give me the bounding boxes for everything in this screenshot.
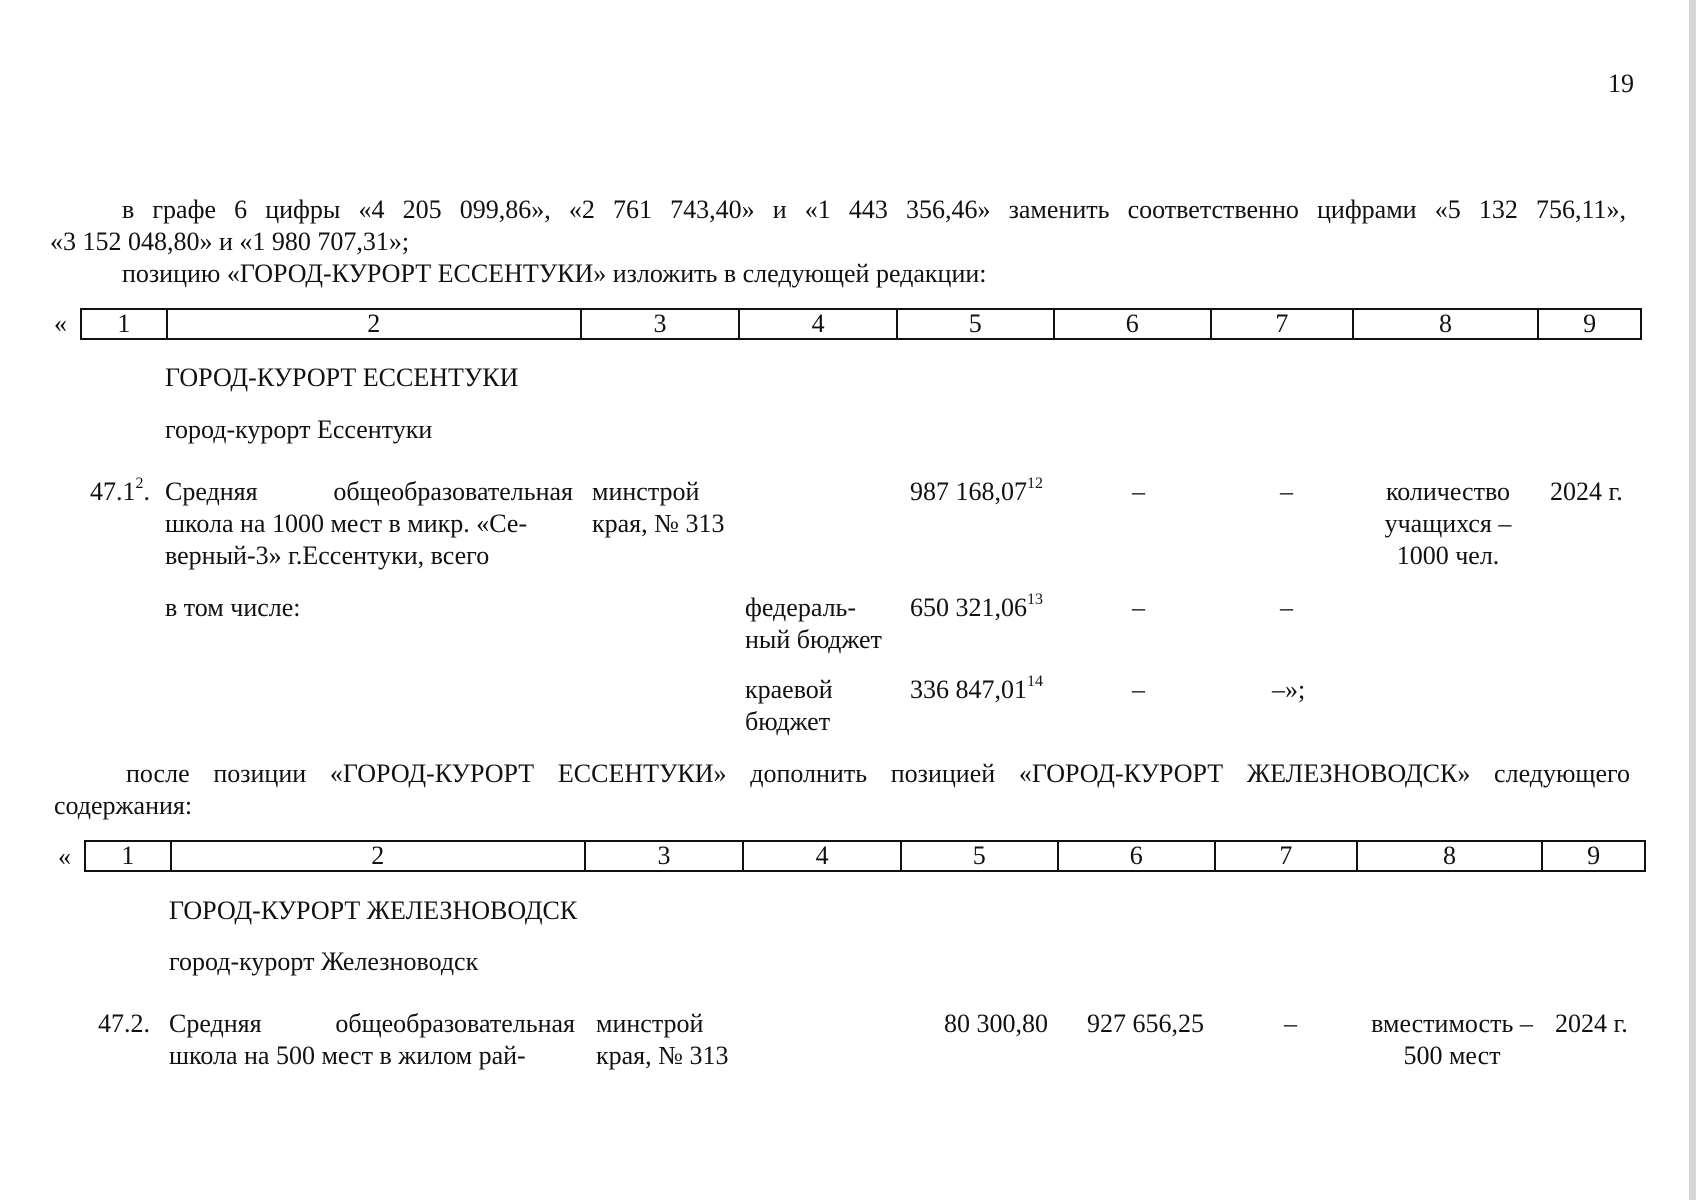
row2-basis-line-1: минстрой — [596, 1009, 704, 1038]
regional-amount: 336 847,01$^{14}$ — [910, 673, 1043, 704]
intro-line-2: «3 152 048,80» и «1 980 707,31»; — [50, 227, 410, 256]
federal-source-line-1: федераль- — [745, 593, 857, 622]
scan-edge — [1689, 0, 1696, 1200]
open-quote-1: « — [54, 309, 67, 338]
col-num-9: 9 — [1537, 310, 1640, 338]
col-num-2: 2 — [170, 842, 584, 870]
row-capacity-line-2: учащихся – — [1384, 509, 1512, 538]
row2-col7: – — [1284, 1009, 1297, 1038]
col-num-8: 8 — [1356, 842, 1542, 870]
row-number-47-1: 47.1$^2$. — [90, 475, 150, 506]
row2-year: 2024 г. — [1555, 1009, 1628, 1038]
essentuki-heading: ГОРОД-КУРОРТ ЕССЕНТУКИ — [165, 363, 519, 392]
row-number-47-2: 47.2. — [98, 1009, 150, 1038]
col-num-4: 4 — [742, 842, 900, 870]
including-label: в том числе: — [165, 593, 301, 622]
row2-capacity-line-2: 500 мест — [1403, 1041, 1501, 1070]
zheleznovodsk-heading: ГОРОД-КУРОРТ ЖЕЛЕЗНОВОДСК — [169, 896, 578, 925]
row-col6: – — [1132, 477, 1145, 506]
col-num-8: 8 — [1352, 310, 1538, 338]
col-num-7: 7 — [1214, 842, 1356, 870]
col-num-4: 4 — [738, 310, 896, 338]
regional-col7: –»; — [1272, 675, 1306, 704]
col-num-9: 9 — [1541, 842, 1644, 870]
row-year: 2024 г. — [1550, 477, 1623, 506]
federal-amount: 650 321,06$^{13}$ — [910, 591, 1043, 622]
row-basis-line-1: минстрой — [592, 477, 700, 506]
row2-basis-line-2: края, № 313 — [596, 1041, 729, 1070]
essentuki-subheading: город-курорт Ессентуки — [165, 415, 433, 444]
page-number: 19 — [1608, 69, 1634, 98]
federal-col6: – — [1132, 593, 1145, 622]
row-basis-line-2: края, № 313 — [592, 509, 725, 538]
open-quote-2: « — [58, 842, 71, 871]
row2-name-line-2: школа на 500 мест в жилом рай- — [169, 1041, 526, 1070]
row2-col6: 927 656,25 — [1087, 1009, 1204, 1038]
intro-line-1: в графе 6 цифры «4 205 099,86», «2 761 743,40» и «1 443 356,46» заменить соответственно цифрами «5 132 756,11», — [122, 195, 1626, 224]
col-num-1: 1 — [117, 309, 131, 338]
row2-name-line-1: Средняя общеобразовательная — [169, 1009, 575, 1038]
col-num-6: 6 — [1057, 842, 1215, 870]
intro-line-3: позицию «ГОРОД-КУРОРТ ЕССЕНТУКИ» изложить в следующей редакции: — [122, 259, 987, 288]
col-num-5: 5 — [900, 842, 1057, 870]
after-line-1: после позиции «ГОРОД-КУРОРТ ЕССЕНТУКИ» дополнить позицией «ГОРОД-КУРОРТ ЖЕЛЕЗНОВОДСК» следующего — [126, 759, 1630, 788]
column-header-table-1 — [80, 308, 1642, 340]
col-num-2: 2 — [166, 310, 580, 338]
col-num-3: 3 — [584, 842, 743, 870]
row-name-line-1: Средняя общеобразовательная — [165, 477, 573, 506]
row-capacity-line-1: количество — [1385, 477, 1511, 506]
row-name-line-2: школа на 1000 мест в микр. «Се- — [165, 509, 528, 538]
row-col7: – — [1280, 477, 1293, 506]
row2-col5: 80 300,80 — [944, 1009, 1048, 1038]
col-num-6: 6 — [1053, 310, 1211, 338]
regional-source-line-1: краевой — [745, 675, 833, 704]
row-name-line-3: верный-3» г.Ессентуки, всего — [165, 541, 490, 570]
col-num-7: 7 — [1210, 310, 1352, 338]
regional-col6: – — [1132, 675, 1145, 704]
row-total-amount: 987 168,07$^{12}$ — [910, 475, 1043, 506]
regional-source-line-2: бюджет — [745, 707, 831, 736]
column-header-table-2 — [84, 840, 1646, 872]
col-num-3: 3 — [580, 310, 739, 338]
row2-capacity-line-1: вместимость – — [1371, 1009, 1533, 1038]
col-num-5: 5 — [896, 310, 1053, 338]
row-capacity-line-3: 1000 чел. — [1396, 541, 1500, 570]
federal-col7: – — [1280, 593, 1293, 622]
zheleznovodsk-subheading: город-курорт Железноводск — [169, 947, 479, 976]
col-num-1: 1 — [121, 841, 135, 870]
after-line-2: содержания: — [54, 791, 193, 820]
federal-source-line-2: ный бюджет — [745, 625, 882, 654]
